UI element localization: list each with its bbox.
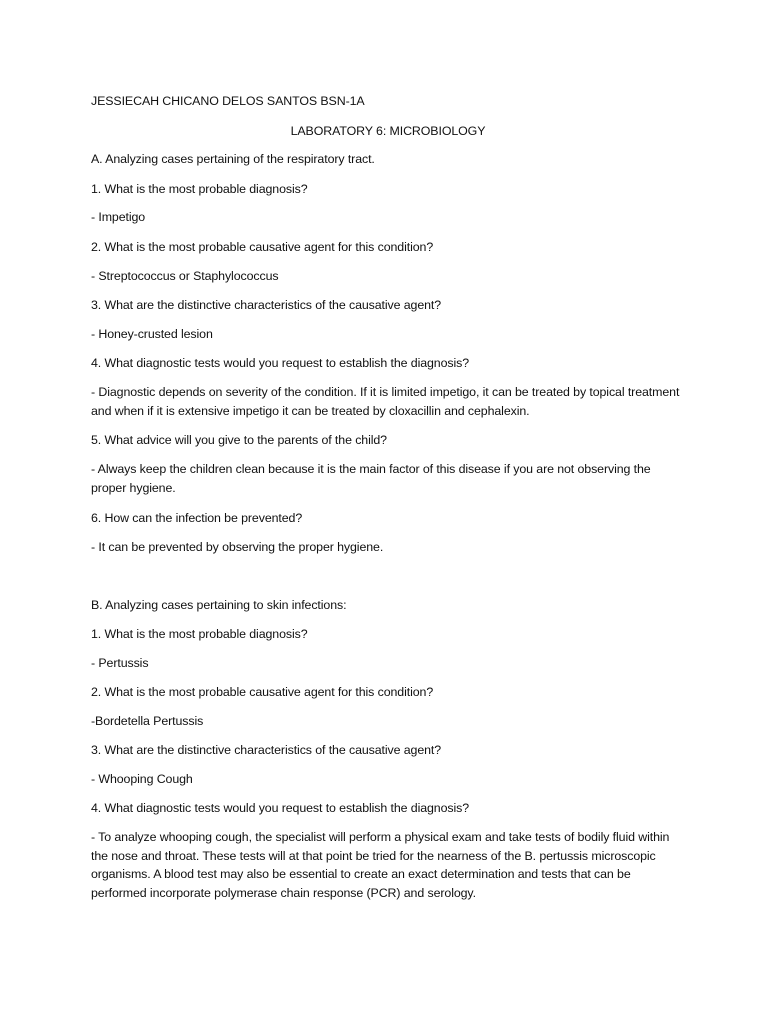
section-a-question-2: 2. What is the most probable causative agent for this condition? [91,240,434,254]
section-a-question-5: 5. What advice will you give to the parents of the child? [91,433,387,447]
section-a-answer-4: - Diagnostic depends on severity of the condition. If it is limited impetigo, it can be treated by topical treatment and when if it is extensive impetigo it can be treated by cloxacillin and cephalexin. [91,385,680,418]
section-a-heading: A. Analyzing cases pertaining of the respiratory tract. [91,152,375,166]
section-b-answer-4: - To analyze whooping cough, the specialist will perform a physical exam and take tests of bodily fluid within the nose and throat. These tests will at that point be tried for the nearness of the B. pertussis microscopic organisms. A blood test may also be essential to create an exact determination and tests that can be performed incorporate polymerase chain response (PCR) and serology. [91,830,670,900]
section-a-answer-5: - Always keep the children clean because it is the main factor of this disease if you are not observing the proper hygiene. [91,462,651,495]
section-a-answer-3: - Honey-crusted lesion [91,327,213,341]
document-title: LABORATORY 6: MICROBIOLOGY [290,124,486,138]
section-b-answer-3: - Whooping Cough [91,772,193,786]
section-a-question-1: 1. What is the most probable diagnosis? [91,182,308,196]
section-b-answer-1: - Pertussis [91,656,149,670]
section-b-question-2: 2. What is the most probable causative agent for this condition? [91,685,434,699]
section-b-answer-2: -Bordetella Pertussis [91,714,204,728]
section-a-answer-6: - It can be prevented by observing the proper hygiene. [91,540,384,554]
section-b-question-1: 1. What is the most probable diagnosis? [91,627,308,641]
section-b-question-4: 4. What diagnostic tests would you request to establish the diagnosis? [91,801,470,815]
section-a-question-3: 3. What are the distinctive characteristics of the causative agent? [91,298,442,312]
section-b-heading: B. Analyzing cases pertaining to skin infections: [91,598,347,612]
section-a-question-6: 6. How can the infection be prevented? [91,511,303,525]
section-a-answer-2: - Streptococcus or Staphylococcus [91,269,279,283]
author-line: JESSIECAH CHICANO DELOS SANTOS BSN-1A [91,94,365,108]
section-a-question-4: 4. What diagnostic tests would you request to establish the diagnosis? [91,356,470,370]
section-a-answer-1: - Impetigo [91,210,146,224]
section-b-question-3: 3. What are the distinctive characteristics of the causative agent? [91,743,442,757]
